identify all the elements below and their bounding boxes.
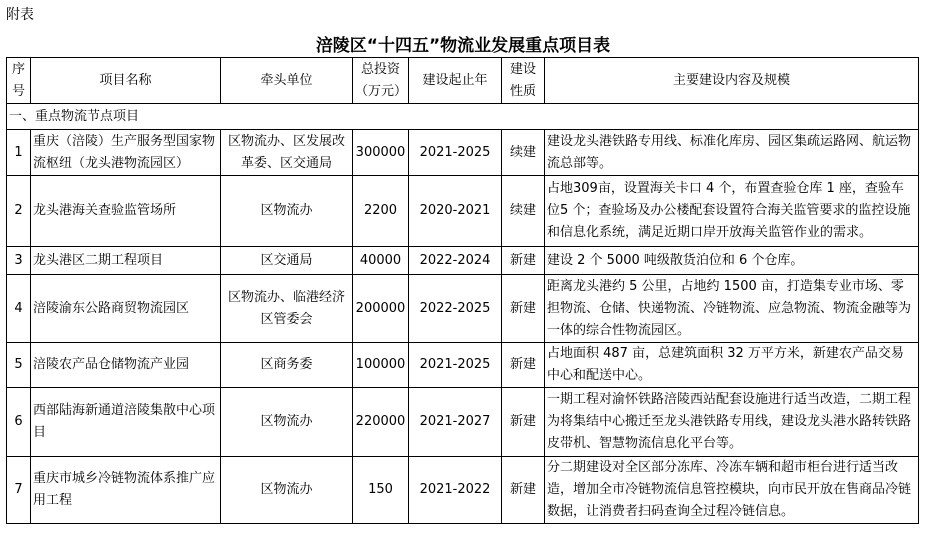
table-row <box>7 247 919 275</box>
header-years: 建设起止年 <box>409 58 502 104</box>
cell-name: 涪陵渝东公路商贸物流园区 <box>31 275 221 343</box>
cell-lead: 区物流办、区发展改革委、区交通局 <box>221 130 353 176</box>
table-row <box>7 388 919 457</box>
cell-invest: 200000 <box>353 275 409 343</box>
cell-no: 6 <box>7 388 31 457</box>
table-row <box>7 343 919 388</box>
cell-no: 4 <box>7 275 31 343</box>
cell-no: 1 <box>7 130 31 176</box>
cell-nature: 续建 <box>502 130 545 176</box>
table-title: 涪陵区“十四五”物流业发展重点项目表 <box>315 36 611 56</box>
cell-no: 3 <box>7 247 31 275</box>
cell-years: 2022-2025 <box>409 275 502 343</box>
cell-content: 占地面积 487 亩，总建筑面积 32 万平方米，新建农产品交易中心和配送中心。 <box>545 343 919 388</box>
table-row <box>7 457 919 524</box>
header-total-investment: 总投资 （万元） <box>353 58 409 104</box>
cell-years: 2020-2021 <box>409 176 502 247</box>
header-lead-unit: 牵头单位 <box>221 58 353 104</box>
cell-years: 2022-2024 <box>409 247 502 275</box>
cell-name: 重庆（涪陵）生产服务型国家物流枢纽（龙头港物流园区） <box>31 130 221 176</box>
project-table <box>6 57 919 524</box>
cell-years: 2021-2025 <box>409 130 502 176</box>
cell-name: 涪陵农产品仓储物流产业园 <box>31 343 221 388</box>
cell-lead: 区物流办 <box>221 388 353 457</box>
cell-invest: 40000 <box>353 247 409 275</box>
cell-invest: 150 <box>353 457 409 524</box>
cell-content: 距离龙头港约 5 公里，占地约 1500 亩，打造集专业市场、零担物流、仓储、快递物流、冷链物流、应急物流、物流金融等为一体的综合性物流园区。 <box>545 275 919 343</box>
section-row <box>7 104 919 130</box>
cell-no: 7 <box>7 457 31 524</box>
cell-nature: 新建 <box>502 275 545 343</box>
cell-nature: 续建 <box>502 176 545 247</box>
cell-nature: 新建 <box>502 388 545 457</box>
cell-content: 分二期建设对全区部分冻库、冷冻车辆和超市柜台进行适当改造，增加全市冷链物流信息管控模块，向市民开放在售商品冷链数据，让消费者扫码查询全过程冷链信息。 <box>545 457 919 524</box>
cell-name: 龙头港区二期工程项目 <box>31 247 221 275</box>
header-row <box>7 58 919 104</box>
cell-lead: 区物流办 <box>221 457 353 524</box>
cell-nature: 新建 <box>502 343 545 388</box>
cell-content: 占地309亩，设置海关卡口 4 个，布置查验仓库 1 座，查验车位5 个；查验场及办公楼配套设置符合海关监管要求的监控设施和信息化系统，满足近期口岸开放海关监管作业的需求。 <box>545 176 919 247</box>
cell-lead: 区交通局 <box>221 247 353 275</box>
cell-nature: 新建 <box>502 457 545 524</box>
cell-no: 5 <box>7 343 31 388</box>
cell-invest: 100000 <box>353 343 409 388</box>
cell-invest: 300000 <box>353 130 409 176</box>
cell-content: 建设 2 个 5000 吨级散货泊位和 6 个仓库。 <box>545 247 919 275</box>
cell-years: 2021-2022 <box>409 457 502 524</box>
cell-invest: 220000 <box>353 388 409 457</box>
cell-lead: 区商务委 <box>221 343 353 388</box>
cell-name: 龙头港海关查验监管场所 <box>31 176 221 247</box>
header-content: 主要建设内容及规模 <box>545 58 919 104</box>
cell-nature: 新建 <box>502 247 545 275</box>
cell-no: 2 <box>7 176 31 247</box>
cell-lead: 区物流办、临港经济区管委会 <box>221 275 353 343</box>
cell-invest: 2200 <box>353 176 409 247</box>
cell-content: 建设龙头港铁路专用线、标准化库房、园区集疏运路网、航运物流总部等。 <box>545 130 919 176</box>
cell-years: 2021-2025 <box>409 343 502 388</box>
cell-lead: 区物流办 <box>221 176 353 247</box>
header-nature: 建设 性质 <box>502 58 545 104</box>
table-row <box>7 176 919 247</box>
table-row <box>7 275 919 343</box>
section-label: 一、重点物流节点项目 <box>7 104 919 130</box>
cell-content: 一期工程对渝怀铁路涪陵西站配套设施进行适当改造，二期工程为将集结中心搬迁至龙头港铁路专用线，建设龙头港水路转铁路皮带机、智慧物流信息化平台等。 <box>545 388 919 457</box>
table-row <box>7 130 919 176</box>
appendix-label: 附表 <box>6 7 34 23</box>
cell-years: 2021-2027 <box>409 388 502 457</box>
cell-name: 重庆市城乡冷链物流体系推广应用工程 <box>31 457 221 524</box>
header-project-name: 项目名称 <box>31 58 221 104</box>
cell-name: 西部陆海新通道涪陵集散中心项目 <box>31 388 221 457</box>
header-no: 序 号 <box>7 58 31 104</box>
